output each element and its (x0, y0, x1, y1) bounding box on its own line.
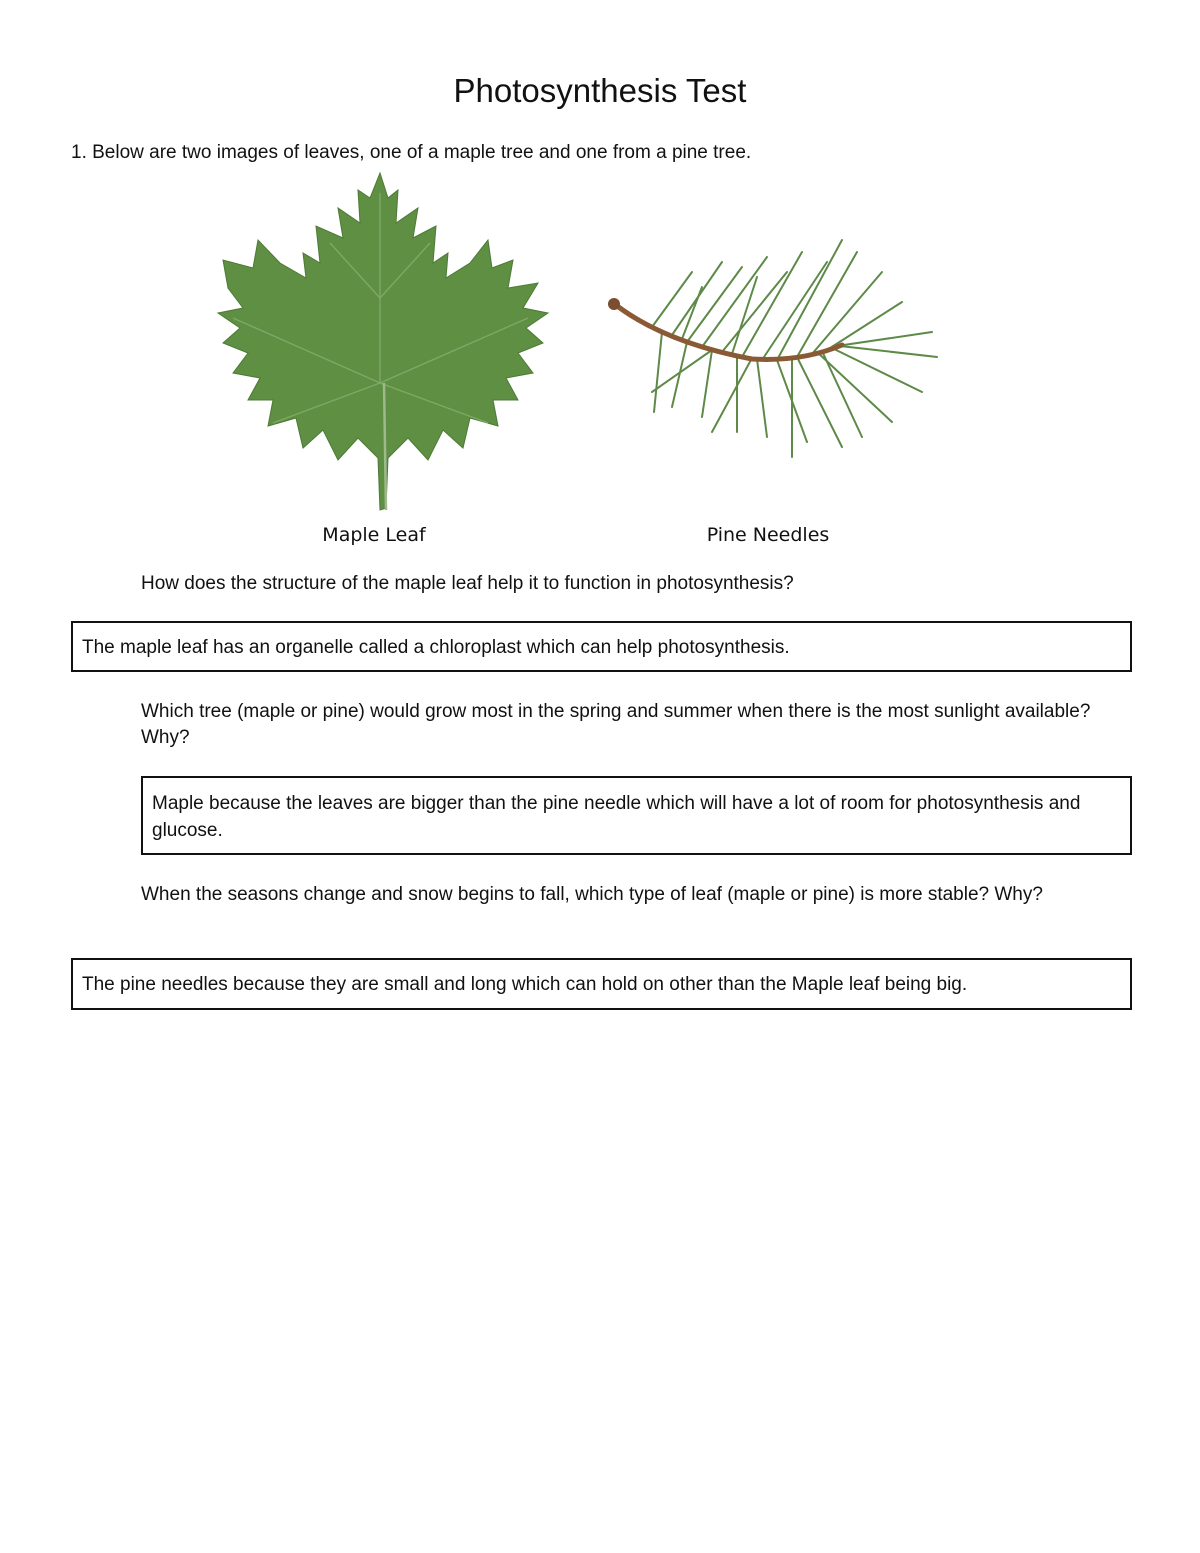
question-1-text: 1. Below are two images of leaves, one of a maple tree and one from a pine tree. (71, 142, 752, 163)
prompt-growth-season: Which tree (maple or pine) would grow most in the spring and summer when there is the most sunlight available? Why? (141, 701, 1091, 748)
answer-box-2[interactable]: Maple because the leaves are bigger than the pine needle which will have a lot of room for photosynthesis and glucose. (141, 776, 1132, 855)
page-title: Photosynthesis Test (453, 72, 747, 109)
pine-needles-image (592, 232, 948, 464)
prompt-snow-stability: When the seasons change and snow begins to fall, which type of leaf (maple or pine) is more stable? Why? (141, 884, 1043, 905)
maple-leaf-image (208, 168, 553, 513)
maple-leaf-caption: Maple Leaf (322, 524, 426, 546)
pine-needles-caption: Pine Needles (706, 524, 830, 546)
answer-box-3[interactable]: The pine needles because they are small and long which can hold on other than the Maple leaf being big. (71, 958, 1132, 1010)
prompt-maple-structure: How does the structure of the maple leaf help it to function in photosynthesis? (141, 573, 794, 594)
answer-box-1[interactable]: The maple leaf has an organelle called a chloroplast which can help photosynthesis. (71, 621, 1132, 672)
